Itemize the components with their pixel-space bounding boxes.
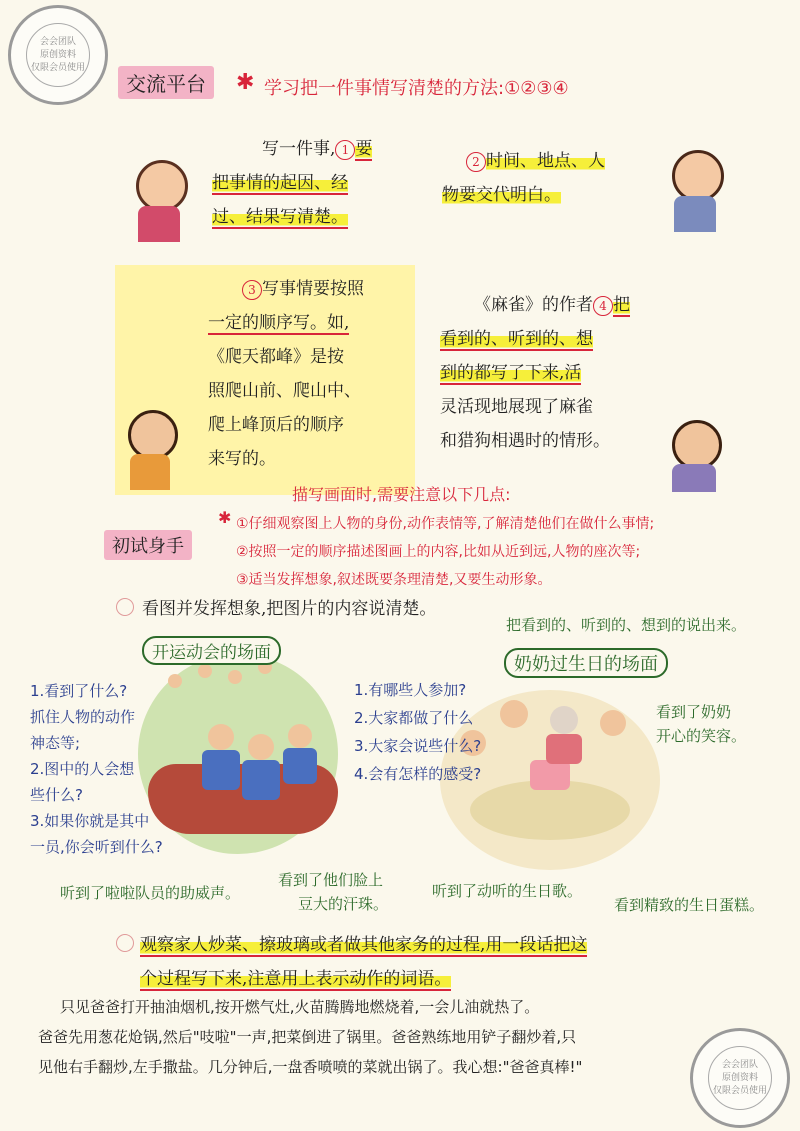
birthday-questions: 1.有哪些人参加? 2.大家都做了什么 3.大家会说些什么? 4.会有怎样的感受? [354, 681, 482, 783]
boy-avatar [128, 410, 178, 460]
boy-body [130, 454, 170, 490]
exercise-1: 看图并发挥想象,把图片的内容说清楚。 [142, 599, 437, 619]
tip-1: 写一件事, 1 要 把事情的起因、经 过、结果写清楚。 [212, 139, 373, 227]
sports-meet-note-left: 听到了啦啦队员的助威声。 [60, 884, 241, 902]
girl-body [138, 206, 180, 242]
birthday-title: 奶奶过生日的场面 [504, 648, 668, 678]
birthday-side-note: 看到了奶奶 开心的笑容。 [656, 703, 747, 745]
sports-meet-title: 开运动会的场面 [142, 636, 281, 665]
boy2-avatar [672, 420, 722, 470]
drawing-notes-list: ①仔细观察图上人物的身份,动作表情等,了解清楚他们在做什么事情; ②按照一定的顺序描述图画上的内容,比如从近到远,人物的座次等; ③适当发挥想象,叙述既要条理清楚,又要生动形象。 [236, 516, 655, 588]
tip-3: 3 写事情要按照 一定的顺序写。如, 《爬天都峰》是按 照爬山前、爬山中、 爬上峰顶后的顺序 来写的。 [208, 279, 364, 469]
exercise-1-note: 把看到的、听到的、想到的说出来。 [506, 616, 747, 634]
header-note: 学习把一件事情写清楚的方法:①②③④ [264, 78, 569, 99]
boy2-body [672, 464, 716, 492]
bullet-icon [116, 934, 134, 952]
star-icon: ✱ [218, 508, 232, 527]
sports-meet-questions: 1.看到了什么? 抓住人物的动作 神态等; 2.图中的人会想 些什么? 3.如果你就是其中 一员,你会听到什么? [30, 682, 163, 856]
sports-meet-note-right: 看到了他们脸上 豆大的汗珠。 [278, 871, 389, 913]
section-tag-exchange: 交流平台 [118, 66, 214, 99]
answer-paragraph: 只见爸爸打开抽油烟机,按开燃气灶,火苗腾腾地燃烧着,一会儿油就热了。 爸爸先用葱花炝锅,然后"吱啦"一声,把菜倒进了锅里。爸爸熟练地用铲子翻炒着,只 见他右手翻炒,左手撒盐。几分钟后,一盘香喷喷的菜就出锅了。我心想:"爸爸真棒!" [38, 998, 583, 1076]
watermark-stamp-bottom: 会会团队 原创资料 仅限会员使用 [690, 1028, 790, 1128]
birthday-note-right: 看到精致的生日蛋糕。 [614, 896, 765, 914]
tip-2: 2 时间、地点、人 物要交代明白。 [442, 151, 605, 205]
tip-4: 《麻雀》的作者 4 把 看到的、听到的、想 到的都写了下来,活 灵活现地展现了麻雀 和猎狗相遇时的情形。 [440, 295, 630, 451]
girl2-body [674, 196, 716, 232]
star-icon: ✱ [236, 70, 255, 95]
bullet-icon [116, 598, 134, 616]
birthday-note-left: 听到了动听的生日歌。 [432, 882, 583, 900]
girl2-avatar [672, 150, 724, 202]
watermark-stamp: 会会团队 原创资料 仅限会员使用 [8, 5, 108, 105]
drawing-notes-title: 描写画面时,需要注意以下几点: [292, 485, 511, 504]
exercise-2: 观察家人炒菜、擦玻璃或者做其他家务的过程,用一段话把这 个过程写下来,注意用上表示动作的词语。 [140, 935, 588, 989]
girl-avatar [136, 160, 188, 212]
section-tag-trial: 初试身手 [104, 530, 192, 560]
